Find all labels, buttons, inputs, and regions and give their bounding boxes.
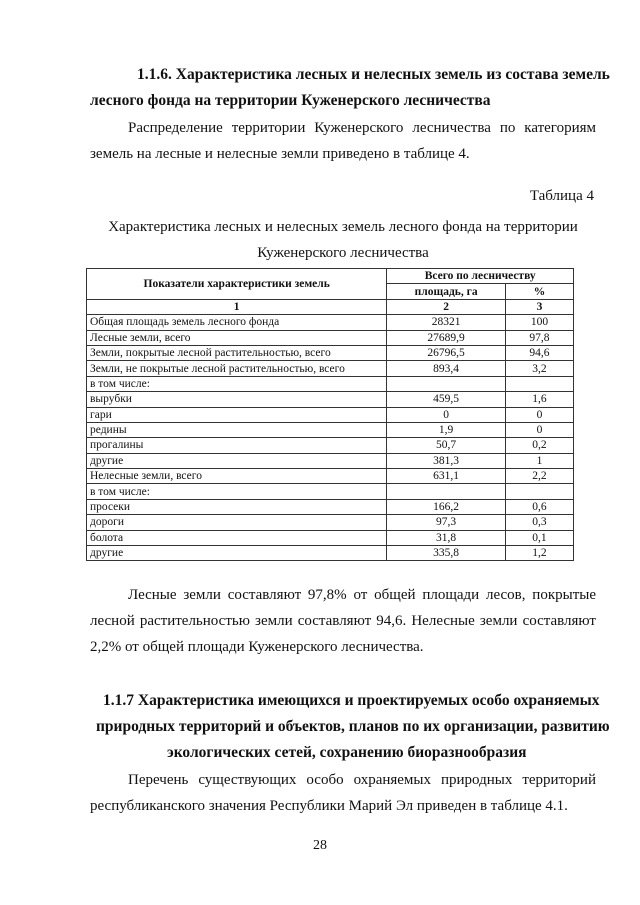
table-row [87,330,574,345]
row-name-cell: в том числе: [87,484,387,499]
row-area-cell: 50,7 [387,438,506,453]
header-area: площадь, га [387,284,506,299]
row-area-cell: 1,9 [387,422,506,437]
row-area-cell: 27689,9 [387,330,506,345]
row-area-cell [387,484,506,499]
land-characteristics-table [86,268,574,561]
table-row [87,453,574,468]
row-area-cell [387,376,506,391]
section-116-heading-line1: 1.1.6. Характеристика лесных и нелесных земель из состава земель [137,66,610,83]
row-name-cell: просеки [87,499,387,514]
row-name-cell: вырубки [87,392,387,407]
row-area-cell: 0 [387,407,506,422]
row-percent-cell: 0,3 [505,515,573,530]
index-cell: 2 [387,299,506,314]
row-percent-cell: 0,2 [505,438,573,453]
row-percent-cell: 0,1 [505,530,573,545]
table-row [87,546,574,561]
section-117-intro: Перечень существующих особо охраняемых природных территорий республиканского значения Республики Марий Эл приведен в таблице 4.1. [90,772,596,814]
row-percent-cell [505,376,573,391]
row-percent-cell: 3,2 [505,361,573,376]
row-percent-cell: 0 [505,407,573,422]
row-area-cell: 893,4 [387,361,506,376]
row-name-cell: редины [87,422,387,437]
row-percent-cell: 100 [505,315,573,330]
row-name-cell: другие [87,453,387,468]
row-name-cell: другие [87,546,387,561]
table-row [87,376,574,391]
row-area-cell: 631,1 [387,469,506,484]
table-row [87,484,574,499]
row-name-cell: прогалины [87,438,387,453]
table-row [87,499,574,514]
summary-paragraph: Лесные земли составляют 97,8% от общей площади лесов, покрытые лесной растительностью земли составляют 94,6. Нелесные земли составляют 2,2% от общей площади Куженерского лесничества. [90,587,596,655]
table-row [87,515,574,530]
section-116-intro: Распределение территории Куженерского лесничества по категориям земель на лесные и нелесные земли приведено в таблице 4. [90,120,596,162]
row-percent-cell: 1,6 [505,392,573,407]
table-caption: Характеристика лесных и нелесных земель лесного фонда на территории Куженерского лесничества [108,219,578,261]
row-area-cell: 26796,5 [387,345,506,360]
row-name-cell: Земли, не покрытые лесной растительностью, всего [87,361,387,376]
table-row [87,407,574,422]
row-area-cell: 97,3 [387,515,506,530]
table-row [87,469,574,484]
row-area-cell: 381,3 [387,453,506,468]
row-percent-cell: 0 [505,422,573,437]
header-total-group: Всего по лесничеству [387,269,574,284]
row-name-cell: Лесные земли, всего [87,330,387,345]
row-percent-cell: 94,6 [505,345,573,360]
row-name-cell: в том числе: [87,376,387,391]
row-name-cell: дороги [87,515,387,530]
index-cell: 3 [505,299,573,314]
row-area-cell: 166,2 [387,499,506,514]
row-percent-cell: 1 [505,453,573,468]
table-row [87,422,574,437]
row-percent-cell: 0,6 [505,499,573,514]
row-area-cell: 335,8 [387,546,506,561]
row-percent-cell: 2,2 [505,469,573,484]
row-percent-cell [505,484,573,499]
row-percent-cell: 97,8 [505,330,573,345]
table-row [87,361,574,376]
table-row [87,392,574,407]
row-name-cell: гари [87,407,387,422]
row-name-cell: Земли, покрытые лесной растительностью, всего [87,345,387,360]
row-area-cell: 28321 [387,315,506,330]
header-indicator: Показатели характеристики земель [87,269,387,300]
page-number: 28 [313,838,327,853]
row-percent-cell: 1,2 [505,546,573,561]
table-row [87,530,574,545]
section-117-heading-line1: 1.1.7 Характеристика имеющихся и проектируемых особо охраняемых [103,692,600,709]
row-name-cell: Нелесные земли, всего [87,469,387,484]
row-name-cell: Общая площадь земель лесного фонда [87,315,387,330]
section-116-heading-line2: лесного фонда на территории Куженерского лесничества [90,92,491,109]
index-cell: 1 [87,299,387,314]
table-label: Таблица 4 [529,188,594,204]
section-117-heading-line2: природных территорий и объектов, планов по их организации, развитию [96,718,610,735]
row-name-cell: болота [87,530,387,545]
table-row [87,345,574,360]
table-row [87,315,574,330]
header-percent: % [505,284,573,299]
row-area-cell: 459,5 [387,392,506,407]
section-117-heading-line3: экологических сетей, сохранению биоразнообразия [167,744,527,761]
row-area-cell: 31,8 [387,530,506,545]
table-row [87,438,574,453]
